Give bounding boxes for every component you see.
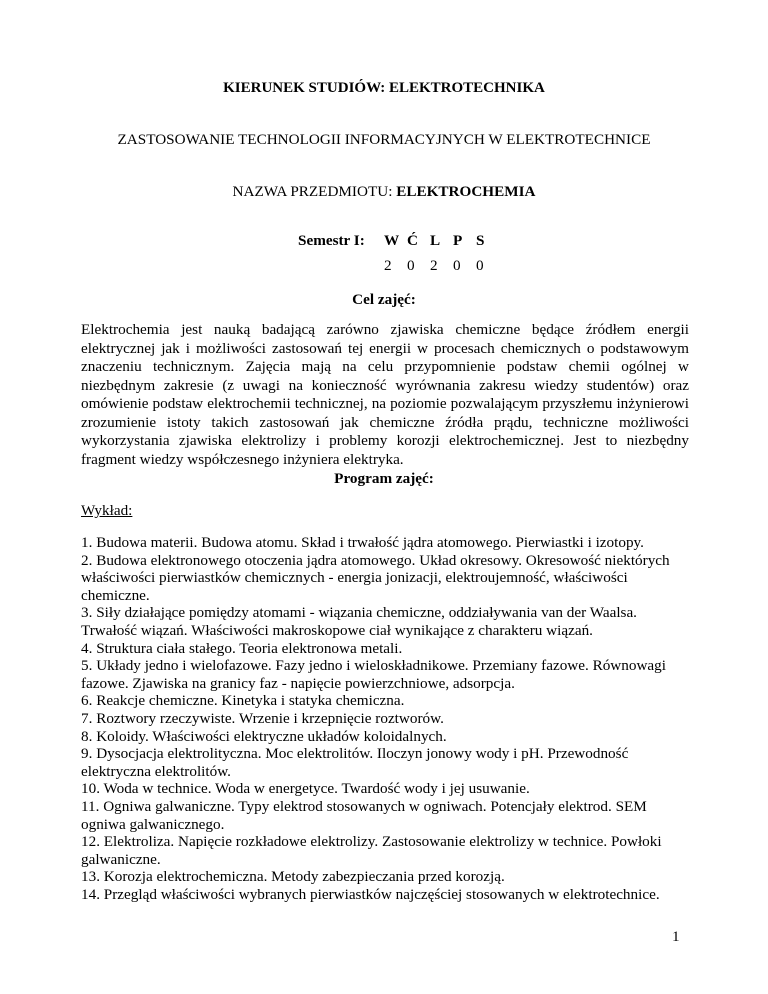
code-l: L: [430, 232, 441, 249]
page-number: 1: [672, 928, 680, 945]
przedmiot-heading: [0, 183, 768, 201]
przedmiot-value: ELEKTROCHEMIA: [396, 183, 536, 200]
list-item: 3. Siły działające pomiędzy atomami - wiązania chemiczne, oddziaływania van der Waalsa. Trwałość wiązań. Właściwości makroskopowe ciał wynikające z charakteru wiązań.: [81, 604, 637, 639]
list-item: 11. Ogniwa galwaniczne. Typy elektrod stosowanych w ogniwach. Potencjały elektrod. SEM ogniwa galwanicznego.: [81, 797, 647, 833]
list-item: 4. Struktura ciała stałego. Teoria elektronowa metali.: [81, 639, 403, 657]
value-c: 0: [407, 257, 415, 274]
code-s: S: [476, 232, 485, 249]
program-title: Program zajęć:: [334, 470, 434, 487]
specjalnosc-heading: ZASTOSOWANIE TECHNOLOGII INFORMACYJNYCH W ELEKTROTECHNICE: [117, 131, 651, 148]
list-item: 13. Korozja elektrochemiczna. Metody zabezpieczania przed korozją.: [81, 868, 505, 886]
code-p: P: [453, 232, 463, 249]
semestr-values: [384, 257, 499, 275]
code-w: W: [384, 232, 400, 249]
program-list: [81, 534, 691, 903]
list-item: 1. Budowa materii. Budowa atomu. Skład i trwałość jądra atomowego. Pierwiastki i izotopy.: [81, 534, 644, 551]
list-item: 14. Przegląd właściwości wybranych pierwiastków najczęściej stosowanych w elektrotechnice.: [81, 885, 660, 903]
value-w: 2: [384, 257, 392, 274]
value-s: 0: [476, 257, 484, 274]
wyklad-label: Wykład:: [81, 502, 133, 519]
list-item: 12. Elektroliza. Napięcie rozkładowe elektrolizy. Zastosowanie elektrolizy w technice. Powłoki galwaniczne.: [81, 833, 662, 868]
value-p: 0: [453, 257, 461, 274]
list-item: 6. Reakcje chemiczne. Kinetyka i statyka chemiczna.: [81, 692, 405, 710]
list-item: 5. Układy jedno i wielofazowe. Fazy jedno i wieloskładnikowe. Przemiany fazowe. Równowagi fazowe. Zjawiska na granicy faz - napięcie powierzchniowe, adsorpcja.: [81, 657, 666, 692]
list-item: 2. Budowa elektronowego otoczenia jądra atomowego. Układ okresowy. Okresowość niektórych właściwości pierwiastków chemicznych - energia jonizacji, elektroujemność, właściwości chemiczne.: [81, 551, 670, 604]
list-item: 9. Dysocjacja elektrolityczna. Moc elektrolitów. Iloczyn jonowy wody i pH. Przewodność elektryczna elektrolitów.: [81, 745, 629, 780]
list-item: 8. Koloidy. Właściwości elektryczne układów koloidalnych.: [81, 727, 447, 745]
kierunek-heading: KIERUNEK STUDIÓW: ELEKTROTECHNIKA: [223, 80, 545, 96]
cel-title: Cel zajęć:: [352, 291, 416, 308]
value-l: 2: [430, 257, 438, 274]
cel-paragraph: Elektrochemia jest nauką badającą zarówno zjawiska chemiczne będące źródłem energii elektrycznej jak i możliwości zastosowań tej energii w procesach chemicznych o podstawowym znaczeniu technicznym. Zajęcia mają na celu przypomnienie podstaw chemii ogólnej w niezbędnym zakresie (z uwagi na konieczność wyrównania zakresu wiedzy studentów) oraz omówienie podstaw elektrochemii technicznej, na poziomie pozwalającym przyszłemu inżynierowi zrozumienie istoty takich zastosowań jak chemiczne źródła prądu, techniczne możliwości wykorzystania zjawiska elektrolizy i problemy korozji elektrochemicznej. Jest to niezbędny fragment wiedzy współczesnego inżyniera elektryka.: [81, 321, 689, 468]
semestr-codes: [384, 232, 499, 250]
przedmiot-label: NAZWA PRZEDMIOTU:: [232, 183, 397, 200]
list-item: 10. Woda w technice. Woda w energetyce. Twardość wody i jej usuwanie.: [81, 780, 530, 798]
code-c: Ć: [407, 232, 418, 249]
semestr-label: Semestr I:: [298, 232, 365, 249]
list-item: 7. Roztwory rzeczywiste. Wrzenie i krzepnięcie roztworów.: [81, 709, 444, 727]
